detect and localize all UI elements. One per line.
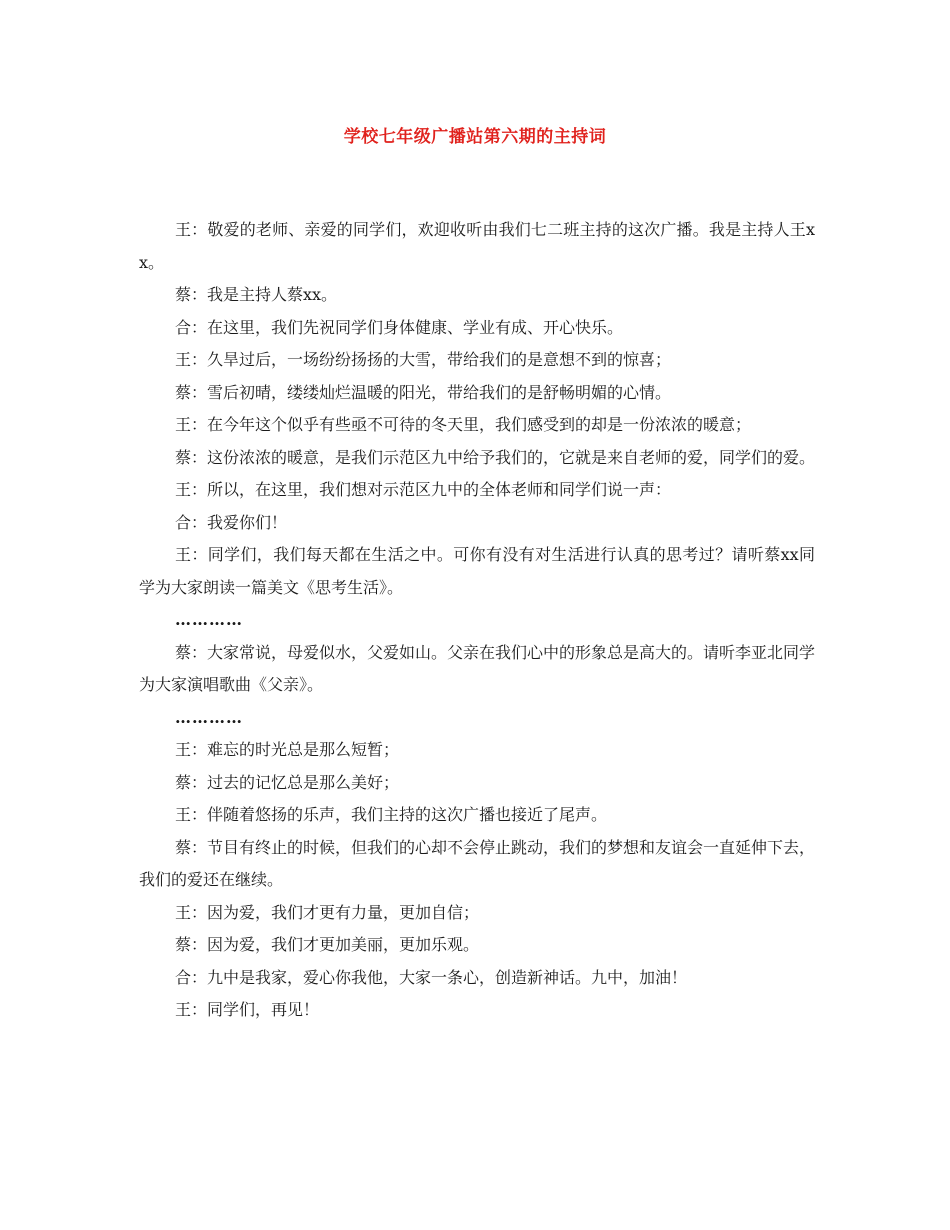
paragraph: 王：同学们，我们每天都在生活之中。可你有没有对生活进行认真的思考过？请听蔡xx同学为大家朗读一篇美文《思考生活》。 (139, 545, 815, 597)
paragraph: 王：难忘的时光总是那么短暂； (175, 740, 400, 759)
paragraph: 蔡：大家常说，母爱似水，父爱如山。父亲在我们心中的形象总是高大的。请听李亚北同学为大家演唱歌曲《父亲》。 (139, 642, 816, 694)
paragraph: 王：所以，在这里，我们想对示范区九中的全体老师和同学们说一声： (175, 480, 672, 499)
paragraph: 蔡：因为爱，我们才更加美丽，更加乐观。 (175, 935, 480, 954)
paragraph: 合：我爱你们！ (175, 512, 288, 532)
paragraph: 蔡：过去的记忆总是那么美好； (175, 772, 400, 792)
paragraph: 王：伴随着悠扬的乐声，我们主持的这次广播也接近了尾声。 (175, 805, 608, 824)
paragraph: 王：久旱过后，一场纷纷扬扬的大雪，带给我们的是意想不到的惊喜； (175, 350, 672, 369)
paragraph: 蔡：这份浓浓的暖意，是我们示范区九中给予我们的，它就是来自老师的爱，同学们的爱。 (175, 447, 816, 467)
paragraph: 蔡：雪后初晴，缕缕灿烂温暖的阳光，带给我们的是舒畅明媚的心情。 (175, 382, 672, 402)
paragraph: 王：因为爱，我们才更有力量，更加自信； (175, 902, 480, 922)
paragraph: 合：九中是我家，爱心你我他，大家一条心，创造新神话。九中，加油！ (175, 967, 688, 987)
paragraph: 王：同学们，再见！ (175, 1000, 320, 1019)
ellipsis-separator: ………… (175, 610, 243, 629)
paragraph: 王：敬爱的老师、亲爱的同学们，欢迎收听由我们七二班主持的这次广播。我是主持人王xx。 (139, 220, 815, 272)
ellipsis-separator: ………… (175, 707, 243, 727)
paragraph: 蔡：节目有终止的时候，但我们的心却不会停止跳动，我们的梦想和友谊会一直延伸下去，我们的爱还在继续。 (139, 837, 816, 889)
document-body (139, 214, 815, 1027)
paragraph: 合：在这里，我们先祝同学们身体健康、学业有成、开心快乐。 (175, 317, 624, 337)
paragraph: 王：在今年这个似乎有些亟不可待的冬天里，我们感受到的却是一份浓浓的暖意； (175, 415, 752, 434)
document-title: 学校七年级广播站第六期的主持词 (343, 127, 607, 147)
paragraph: 蔡：我是主持人蔡xx。 (175, 285, 338, 304)
